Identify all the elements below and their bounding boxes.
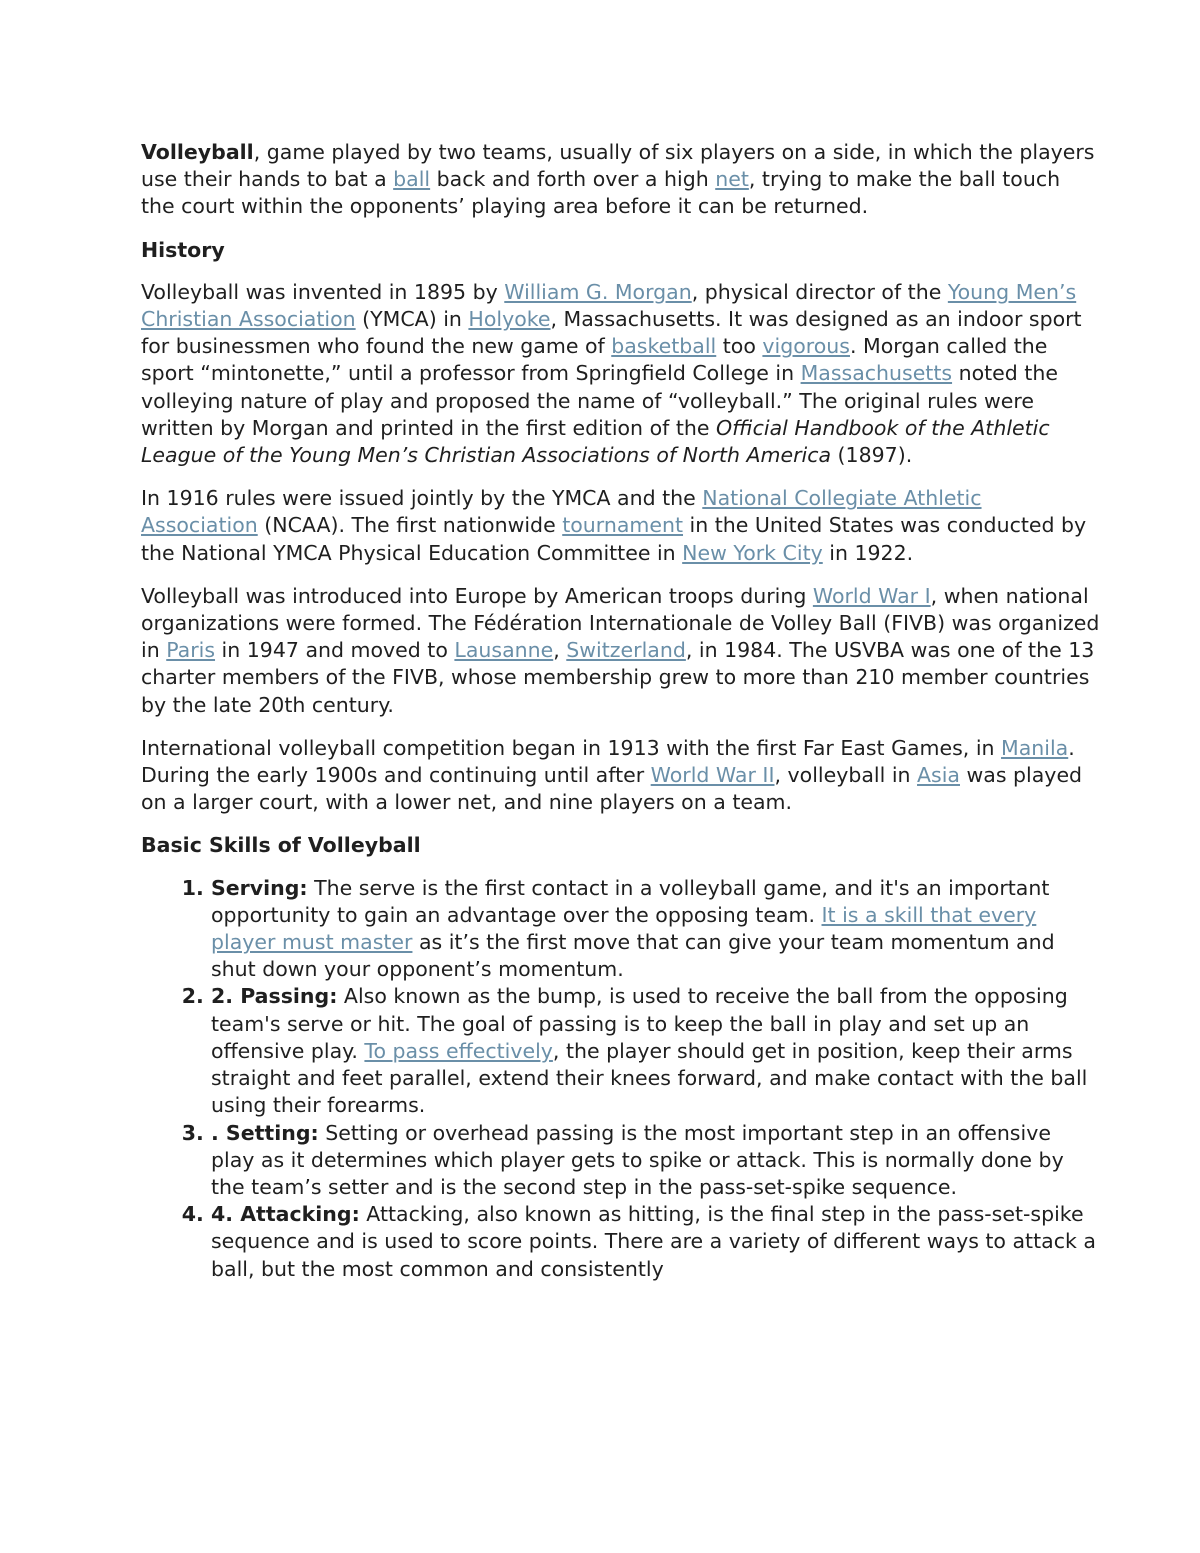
link-basketball[interactable]: basketball [611,334,717,359]
list-item [211,983,1100,1119]
paragraph-text: (YMCA) in [355,307,469,332]
paragraph-text: . Morgan called the sport “mintonette,” until a professor from Springfield College in [141,334,1048,386]
skill-label: 4. Attacking: [211,1202,360,1227]
list-item [211,1120,1100,1202]
skills-heading: Basic Skills of Volleyball [141,833,421,858]
paragraph-text: , volleyball in [774,763,918,788]
paragraph-text: in 1947 and moved to [215,638,455,663]
paragraph-text: , in 1984. The USVBA was one of the 13 charter members of the FIVB, whose membership grew to more than 210 member countries by the late 20th century. [141,638,1095,717]
paragraph-text: in 1922. [822,540,914,565]
skill-text: as it’s the first move that can give your team momentum and shut down your opponent’s momentum. [211,930,1055,982]
paragraph-text: was played on a larger court, with a lower net, and nine players on a team. [141,763,1083,815]
link-asia[interactable]: Asia [917,763,960,788]
skill-text: Attacking, also known as hitting, is the final step in the pass-set-spike sequence and is used to score points. There are a variety of different ways to attack a ball, but the most common and consistently [211,1202,1096,1281]
paragraph-text: (NCAA). The first nationwide [257,513,563,538]
link-pass-effectively[interactable]: To pass effectively [364,1038,553,1063]
intro-term: Volleyball [141,140,254,164]
skill-label: 2. Passing: [211,984,338,1009]
link-holyoke[interactable]: Holyoke [468,307,551,332]
paragraph-text: in the United States was conducted by the National YMCA Physical Education Committee in [141,513,1087,565]
link-world-war-2[interactable]: World War II [650,763,775,788]
intro-text: , game played by two teams, usually of six players on a side, in which the players use their hands to bat a [141,140,1095,192]
paragraph-text: , Massachusetts. It was designed as an indoor sport for businessmen who found the new game of [141,307,1082,359]
paragraph-text: , physical director of the [691,279,948,304]
link-massachusetts[interactable]: Massachusetts [800,361,953,386]
intro-text: , trying to make the ball touch the court within the opponents’ playing area before it can be returned. [141,167,1061,219]
history-paragraph-2 [141,485,1100,567]
link-switzerland[interactable]: Switzerland [566,638,686,663]
history-paragraph-4 [141,735,1100,817]
skill-text: The serve is the first contact in a volleyball game, and it's an important opportunity to gain an advantage over the opposing team. [211,875,1050,927]
link-new-york-city[interactable]: New York City [682,540,823,565]
link-manila[interactable]: Manila [1001,735,1069,760]
link-paris[interactable]: Paris [166,638,216,663]
intro-paragraph [141,139,1100,221]
paragraph-text: , [553,638,567,663]
intro-text: back and forth over a high [430,167,716,192]
list-item [211,1201,1100,1283]
link-world-war-1[interactable]: World War I [812,583,931,608]
paragraph-text: Volleyball was invented in 1895 by [141,279,505,304]
link-tournament[interactable]: tournament [562,513,684,538]
skill-label: Serving: [211,875,308,900]
paragraph-text: noted the volleying nature of play and proposed the name of “volleyball.” The original rules were written by Morgan and printed in the first edition of the [141,361,1058,440]
paragraph-text: In 1916 rules were issued jointly by the YMCA and the [141,486,703,511]
history-paragraph-1 [141,279,1100,469]
paragraph-text: (1897). [831,443,913,468]
paragraph-text: Volleyball was introduced into Europe by American troops during [141,583,813,608]
link-serving-skill[interactable]: It is a skill that every player must master [211,902,1037,955]
handbook-title: Official Handbook of the Athletic League of the Young Men’s Christian Associations of North America [141,415,1050,468]
skill-text: Setting or overhead passing is the most important step in an offensive play as it determines which player gets to spike or attack. This is normally done by the team’s setter and is the second step in the pass-set-spike sequence. [211,1120,1064,1199]
skill-text: , the player should get in position, keep their arms straight and feet parallel, extend their knees forward, and make contact with the ball using their forearms. [211,1038,1088,1118]
history-paragraph-3 [141,583,1100,719]
skill-text: Also known as the bump, is used to receive the ball from the opposing team's serve or hit. The goal of passing is to keep the ball in play and set up an offensive play. [211,984,1068,1063]
link-ncaa[interactable]: National Collegiate Athletic Association [141,486,982,538]
skills-list [141,875,1100,1283]
paragraph-text: . During the early 1900s and continuing until after [141,735,1075,788]
list-item [211,875,1100,984]
link-net[interactable]: net [715,167,749,192]
link-lausanne[interactable]: Lausanne [454,638,554,663]
link-william-morgan[interactable]: William G. Morgan [504,279,692,304]
paragraph-text: International volleyball competition began in 1913 with the first Far East Games, in [141,735,1002,760]
paragraph-text: too [716,334,763,359]
link-vigorous[interactable]: vigorous [762,334,850,359]
link-ball[interactable]: ball [393,167,431,192]
link-ymca[interactable]: Young Men’s Christian Association [141,279,1077,332]
paragraph-text: , when national organizations were formed. The Fédération Internationale de Volley Ball (FIVB) was organized in [141,583,1100,663]
history-heading: History [141,237,225,262]
skill-label: . Setting: [211,1120,319,1145]
